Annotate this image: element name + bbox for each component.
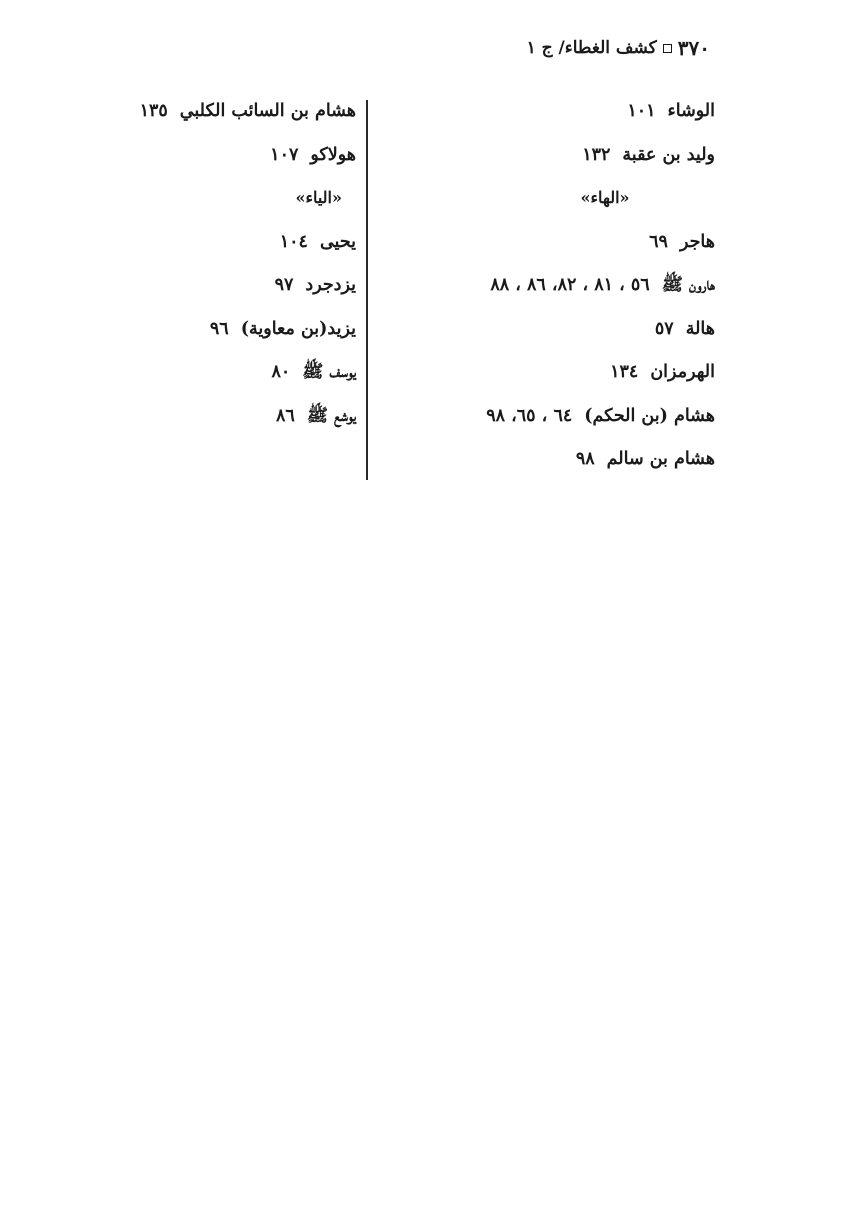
entry-pages: ١٣٢ [582,144,611,165]
index-entry [126,401,356,445]
entry-name: هشام بن السائب الكلبي [179,101,356,121]
index-column-right [415,96,715,488]
entry-name: هشام (بن الحكم) [584,405,715,426]
entry-pages: ١٣٥ [139,101,168,121]
index-entry [415,270,715,314]
entry-name: وليد بن عقبة [622,144,715,165]
index-column-left [126,96,356,444]
entry-pages: ٩٨ [575,449,595,469]
index-entry [126,227,356,271]
entry-pages: ١٠١ [627,101,656,121]
entry-pages: ٩٦ [209,318,229,339]
entry-pages: ٥٧ [654,318,674,339]
index-entry [415,314,715,358]
index-entry [126,314,356,358]
entry-pages: ١٠٧ [270,144,299,165]
entry-name: الوشاء [667,101,715,121]
entry-pages: ١٣٤ [610,362,639,382]
entry-name: يزيد(بن معاوية) [240,318,356,339]
index-entry [126,96,356,140]
entry-name: يحيى [319,231,356,252]
index-entry [126,357,356,401]
section-heading: «الهاء» [580,188,630,207]
entry-pages: ٩٧ [274,275,294,295]
entry-pages: ٨٠ [271,362,291,382]
index-entry [415,96,715,140]
entry-name: هالة [685,318,715,339]
entry-pages: ٦٩ [649,231,668,252]
entry-name: يزدجرد [305,275,356,295]
entry-name: هشام بن سالم [606,449,715,469]
index-entry [126,270,356,314]
entry-name: هاجر [679,231,715,252]
entry-name: يوشع ﷺ [306,405,356,426]
index-entry [415,401,715,445]
index-entry [415,227,715,271]
entry-name: هولاكو [310,144,356,165]
entry-pages: ٦٤ ، ٦٥، ٩٨ [486,405,573,426]
book-title: كشف الغطاء/ ج ١ [526,38,657,58]
entry-pages: ٥٦ ، ٨١ ، ٨٢، ٨٦ ، ٨٨ [490,275,650,295]
section-heading: «الياء» [295,188,342,207]
entry-pages: ٨٦ [276,405,295,426]
entry-name: الهرمزان [650,362,715,382]
page-header [527,36,710,60]
index-entry [126,140,356,184]
square-bullet-icon [663,44,672,53]
column-divider [366,100,368,480]
page-number: ٣٧٠ [677,36,710,60]
entry-name: يوسف ﷺ [302,362,356,382]
entry-name: هارون ﷺ [661,275,715,295]
entry-pages: ١٠٤ [279,231,308,252]
index-entry [415,444,715,488]
index-entry [415,357,715,401]
index-entry [415,140,715,184]
